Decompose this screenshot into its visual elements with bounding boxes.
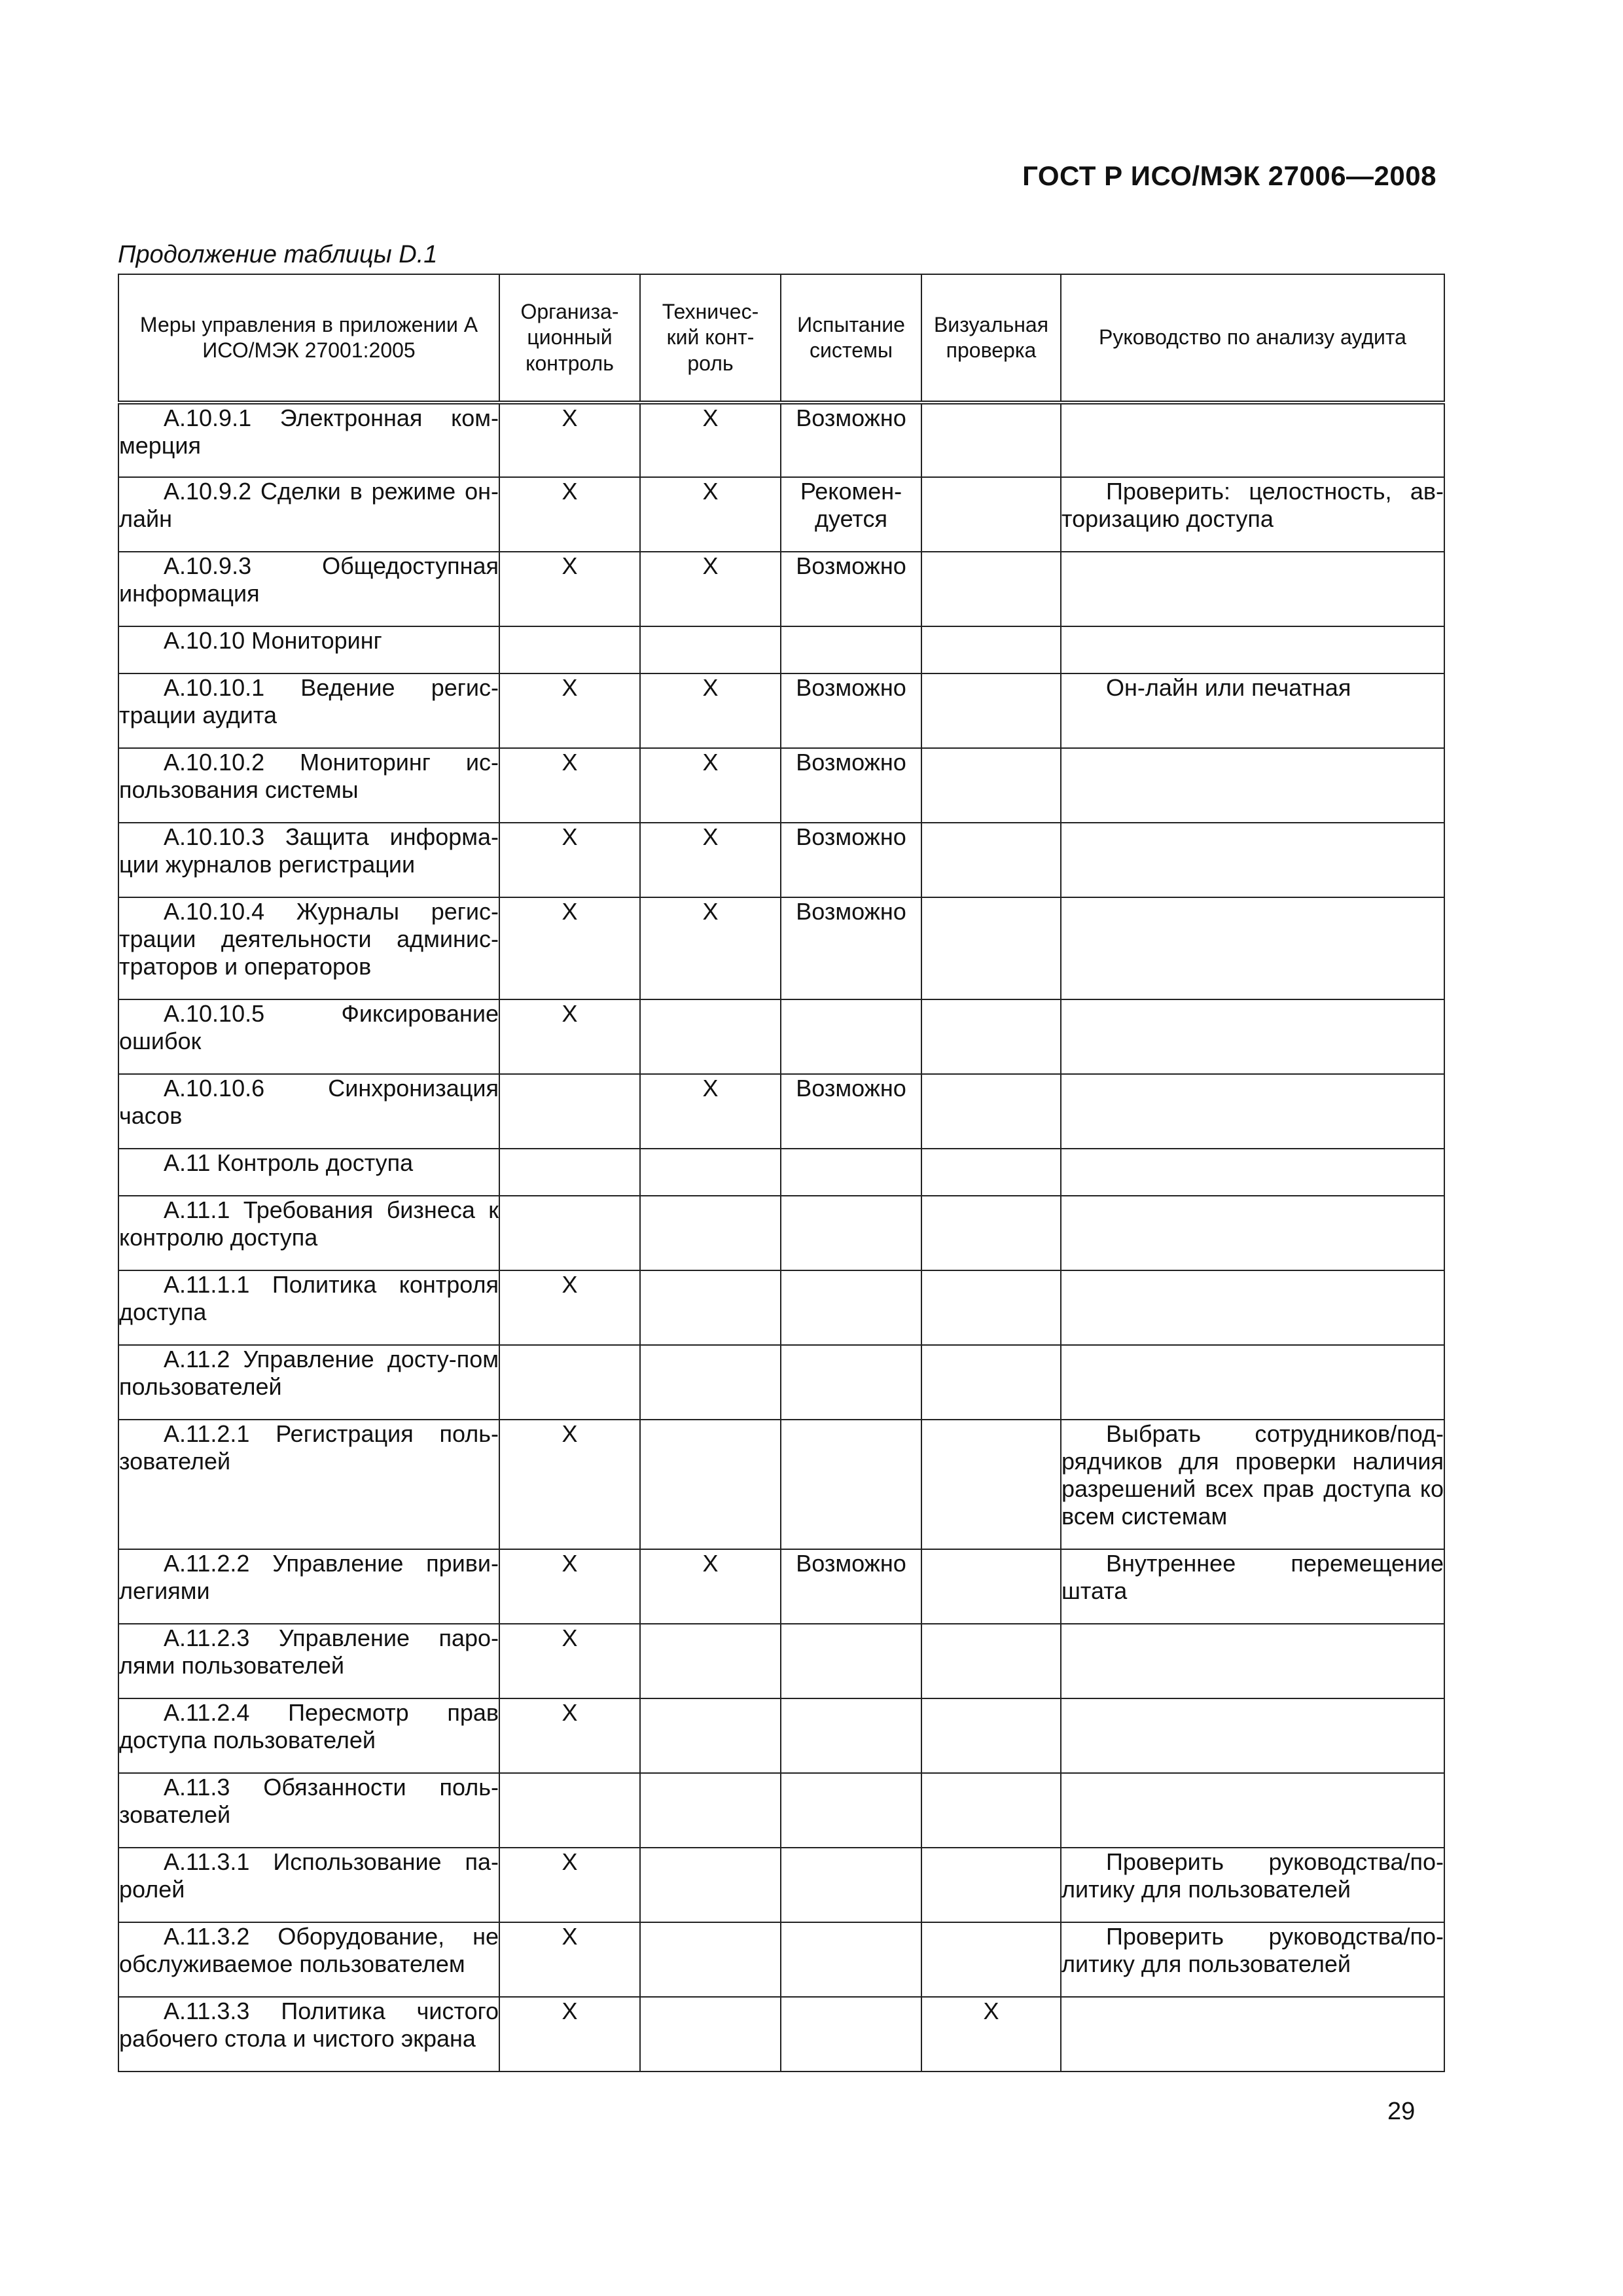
table-row (118, 897, 1444, 999)
audit-guide-cell (1061, 1196, 1444, 1270)
audit-guide-text: Проверить руководства/по-литику для пользователей (1061, 1848, 1444, 1903)
technical-mark (640, 999, 781, 1074)
audit-guide-cell (1061, 1997, 1444, 2072)
control-name-cell (118, 823, 499, 897)
table-header-row (118, 274, 1444, 403)
visual-check-mark (921, 1624, 1061, 1698)
system-test-value: Возможно (781, 1549, 921, 1624)
table-row (118, 999, 1444, 1074)
visual-check-mark (921, 1196, 1061, 1270)
control-name: А.10.10.6 Синхронизация часов (119, 1075, 499, 1130)
header-audit-guide: Руководство по анализу аудита (1061, 274, 1444, 403)
system-test-value (781, 1997, 921, 2072)
system-test-value: Возможно (781, 823, 921, 897)
table-body (118, 403, 1444, 2072)
audit-guide-cell (1061, 626, 1444, 673)
table-row (118, 403, 1444, 477)
audit-guide-cell (1061, 1270, 1444, 1345)
technical-mark (640, 1698, 781, 1773)
organizational-mark: X (499, 748, 640, 823)
technical-mark (640, 1420, 781, 1549)
system-test-value (781, 1624, 921, 1698)
control-name-cell (118, 1549, 499, 1624)
table-row (118, 1773, 1444, 1848)
organizational-mark: X (499, 1270, 640, 1345)
visual-check-mark (921, 1345, 1061, 1420)
organizational-mark: X (499, 823, 640, 897)
audit-guide-cell (1061, 748, 1444, 823)
visual-check-mark (921, 1549, 1061, 1624)
technical-mark: X (640, 1549, 781, 1624)
control-name-cell (118, 626, 499, 673)
audit-guide-text: Проверить руководства/по-литику для пользователей (1061, 1923, 1444, 1978)
visual-check-mark (921, 1773, 1061, 1848)
header-controls: Меры управления в приложении А ИСО/МЭК 27001:2005 (118, 274, 499, 403)
technical-mark (640, 1997, 781, 2072)
control-name-cell (118, 1270, 499, 1345)
control-name-cell (118, 477, 499, 552)
system-test-value (781, 999, 921, 1074)
control-name-cell (118, 1420, 499, 1549)
control-name: А.10.10.3 Защита информа-ции журналов регистрации (119, 823, 499, 878)
audit-controls-table (118, 274, 1445, 2072)
control-name-cell (118, 1196, 499, 1270)
organizational-mark (499, 626, 640, 673)
organizational-mark: X (499, 1549, 640, 1624)
table-row (118, 477, 1444, 552)
audit-guide-cell (1061, 1549, 1444, 1624)
audit-guide-text: Внутреннее перемещение штата (1061, 1550, 1444, 1605)
organizational-mark (499, 1149, 640, 1196)
system-test-value: Возможно (781, 897, 921, 999)
header-system-test: Испытание системы (781, 274, 921, 403)
technical-mark (640, 1624, 781, 1698)
control-name-cell (118, 897, 499, 999)
audit-guide-cell (1061, 1922, 1444, 1997)
organizational-mark: X (499, 897, 640, 999)
visual-check-mark (921, 552, 1061, 626)
technical-mark: X (640, 748, 781, 823)
visual-check-mark (921, 1848, 1061, 1922)
system-test-value (781, 1698, 921, 1773)
table-row (118, 748, 1444, 823)
system-test-value (781, 1420, 921, 1549)
control-name: А.11.2.3 Управление паро-лями пользователей (119, 1624, 499, 1679)
visual-check-mark: X (921, 1997, 1061, 2072)
control-name: А.10.9.3 Общедоступная информация (119, 552, 499, 607)
control-name: А.11.1.1 Политика контроля доступа (119, 1271, 499, 1326)
control-name-cell (118, 1848, 499, 1922)
control-name: А.10.9.2 Сделки в режиме он-лайн (119, 478, 499, 533)
audit-guide-cell (1061, 1149, 1444, 1196)
audit-guide-cell (1061, 897, 1444, 999)
system-test-value (781, 1345, 921, 1420)
organizational-mark: X (499, 1922, 640, 1997)
audit-guide-text: Он-лайн или печатная (1106, 674, 1351, 701)
system-test-value: Возможно (781, 552, 921, 626)
audit-guide-cell (1061, 1074, 1444, 1149)
document-standard-header: ГОСТ Р ИСО/МЭК 27006—2008 (1022, 160, 1436, 191)
table-row (118, 1997, 1444, 2072)
visual-check-mark (921, 1420, 1061, 1549)
audit-guide-cell (1061, 1420, 1444, 1549)
control-name: А.10.9.1 Электронная ком-мерция (119, 404, 499, 459)
technical-mark: X (640, 823, 781, 897)
visual-check-mark (921, 1270, 1061, 1345)
organizational-mark: X (499, 552, 640, 626)
header-technical: Техничес-кий конт-роль (640, 274, 781, 403)
control-name: А.11.3.2 Оборудование, не обслуживаемое пользователем (119, 1923, 499, 1978)
visual-check-mark (921, 673, 1061, 748)
system-test-value (781, 1773, 921, 1848)
table-row (118, 1420, 1444, 1549)
table-row (118, 1149, 1444, 1196)
control-name-cell (118, 552, 499, 626)
technical-mark: X (640, 673, 781, 748)
control-name: А.10.10.2 Мониторинг ис-пользования системы (119, 749, 499, 804)
control-name: А.11 Контроль доступа (164, 1149, 414, 1176)
organizational-mark: X (499, 1698, 640, 1773)
visual-check-mark (921, 1922, 1061, 1997)
table-row (118, 1549, 1444, 1624)
technical-mark (640, 1270, 781, 1345)
audit-guide-cell (1061, 1773, 1444, 1848)
table-row (118, 552, 1444, 626)
organizational-mark (499, 1074, 640, 1149)
system-test-value (781, 1196, 921, 1270)
visual-check-mark (921, 1698, 1061, 1773)
system-test-value (781, 1922, 921, 1997)
visual-check-mark (921, 748, 1061, 823)
organizational-mark: X (499, 1420, 640, 1549)
technical-mark (640, 1848, 781, 1922)
audit-guide-cell (1061, 1624, 1444, 1698)
control-name: А.10.10.5 Фиксирование ошибок (119, 1000, 499, 1055)
visual-check-mark (921, 403, 1061, 477)
audit-guide-cell (1061, 999, 1444, 1074)
organizational-mark (499, 1345, 640, 1420)
page-number: 29 (1387, 2098, 1416, 2125)
table-row (118, 1922, 1444, 1997)
technical-mark: X (640, 477, 781, 552)
control-name: А.10.10.4 Журналы регис-трации деятельности админис-траторов и операторов (119, 898, 499, 980)
system-test-value (781, 1270, 921, 1345)
visual-check-mark (921, 477, 1061, 552)
table-row (118, 823, 1444, 897)
audit-guide-cell (1061, 403, 1444, 477)
visual-check-mark (921, 999, 1061, 1074)
technical-mark (640, 1149, 781, 1196)
visual-check-mark (921, 626, 1061, 673)
technical-mark (640, 1922, 781, 1997)
control-name: А.11.1 Требования бизнеса к контролю доступа (119, 1196, 499, 1251)
control-name-cell (118, 999, 499, 1074)
control-name-cell (118, 403, 499, 477)
table-row (118, 1270, 1444, 1345)
system-test-value: Возможно (781, 403, 921, 477)
control-name-cell (118, 1773, 499, 1848)
control-name: А.10.10.1 Ведение регис-трации аудита (119, 674, 499, 729)
technical-mark (640, 1196, 781, 1270)
control-name: А.11.2.4 Пересмотр прав доступа пользователей (119, 1699, 499, 1754)
technical-mark: X (640, 1074, 781, 1149)
control-name-cell (118, 1149, 499, 1196)
control-name: А.11.2.1 Регистрация поль-зователей (119, 1420, 499, 1475)
visual-check-mark (921, 897, 1061, 999)
organizational-mark (499, 1773, 640, 1848)
table-row (118, 1848, 1444, 1922)
technical-mark: X (640, 897, 781, 999)
audit-guide-cell (1061, 477, 1444, 552)
control-name-cell (118, 1074, 499, 1149)
audit-guide-cell (1061, 1698, 1444, 1773)
control-name-cell (118, 748, 499, 823)
table-row (118, 1624, 1444, 1698)
audit-guide-text: Проверить: целостность, ав-торизацию доступа (1061, 478, 1444, 533)
audit-guide-cell (1061, 1345, 1444, 1420)
system-test-value: Возможно (781, 748, 921, 823)
technical-mark: X (640, 552, 781, 626)
technical-mark (640, 1345, 781, 1420)
table-row (118, 1345, 1444, 1420)
audit-guide-cell (1061, 823, 1444, 897)
control-name: А.11.2 Управление досту-пом пользователей (119, 1346, 499, 1401)
control-name: А.11.3 Обязанности поль-зователей (119, 1774, 499, 1829)
table-caption: Продолжение таблицы D.1 (118, 241, 438, 268)
system-test-value: Рекомен-дуется (781, 477, 921, 552)
organizational-mark: X (499, 477, 640, 552)
organizational-mark (499, 1196, 640, 1270)
audit-guide-cell (1061, 1848, 1444, 1922)
system-test-value (781, 1848, 921, 1922)
header-visual-check: Визуальная проверка (921, 274, 1061, 403)
organizational-mark: X (499, 673, 640, 748)
control-name-cell (118, 1345, 499, 1420)
table-row (118, 1698, 1444, 1773)
control-name-cell (118, 673, 499, 748)
control-name-cell (118, 1624, 499, 1698)
organizational-mark: X (499, 999, 640, 1074)
control-name-cell (118, 1698, 499, 1773)
header-organizational: Организа-ционный контроль (499, 274, 640, 403)
technical-mark (640, 626, 781, 673)
technical-mark: X (640, 403, 781, 477)
control-name: А.11.3.3 Политика чистого рабочего стола и чистого экрана (119, 1998, 499, 2053)
visual-check-mark (921, 823, 1061, 897)
technical-mark (640, 1773, 781, 1848)
organizational-mark: X (499, 1848, 640, 1922)
visual-check-mark (921, 1149, 1061, 1196)
audit-guide-cell (1061, 673, 1444, 748)
organizational-mark: X (499, 403, 640, 477)
system-test-value: Возможно (781, 1074, 921, 1149)
visual-check-mark (921, 1074, 1061, 1149)
organizational-mark: X (499, 1624, 640, 1698)
system-test-value (781, 626, 921, 673)
system-test-value (781, 1149, 921, 1196)
system-test-value: Возможно (781, 673, 921, 748)
table-row (118, 1196, 1444, 1270)
control-name: А.10.10 Мониторинг (164, 627, 382, 654)
control-name: А.11.2.2 Управление приви-легиями (119, 1550, 499, 1605)
control-name-cell (118, 1922, 499, 1997)
organizational-mark: X (499, 1997, 640, 2072)
table-row (118, 673, 1444, 748)
control-name-cell (118, 1997, 499, 2072)
audit-guide-cell (1061, 552, 1444, 626)
table-row (118, 1074, 1444, 1149)
audit-guide-text: Выбрать сотрудников/под-рядчиков для проверки наличия разрешений всех прав доступа ко всем системам (1061, 1420, 1444, 1530)
table-row (118, 626, 1444, 673)
control-name: А.11.3.1 Использование па-ролей (119, 1848, 499, 1903)
